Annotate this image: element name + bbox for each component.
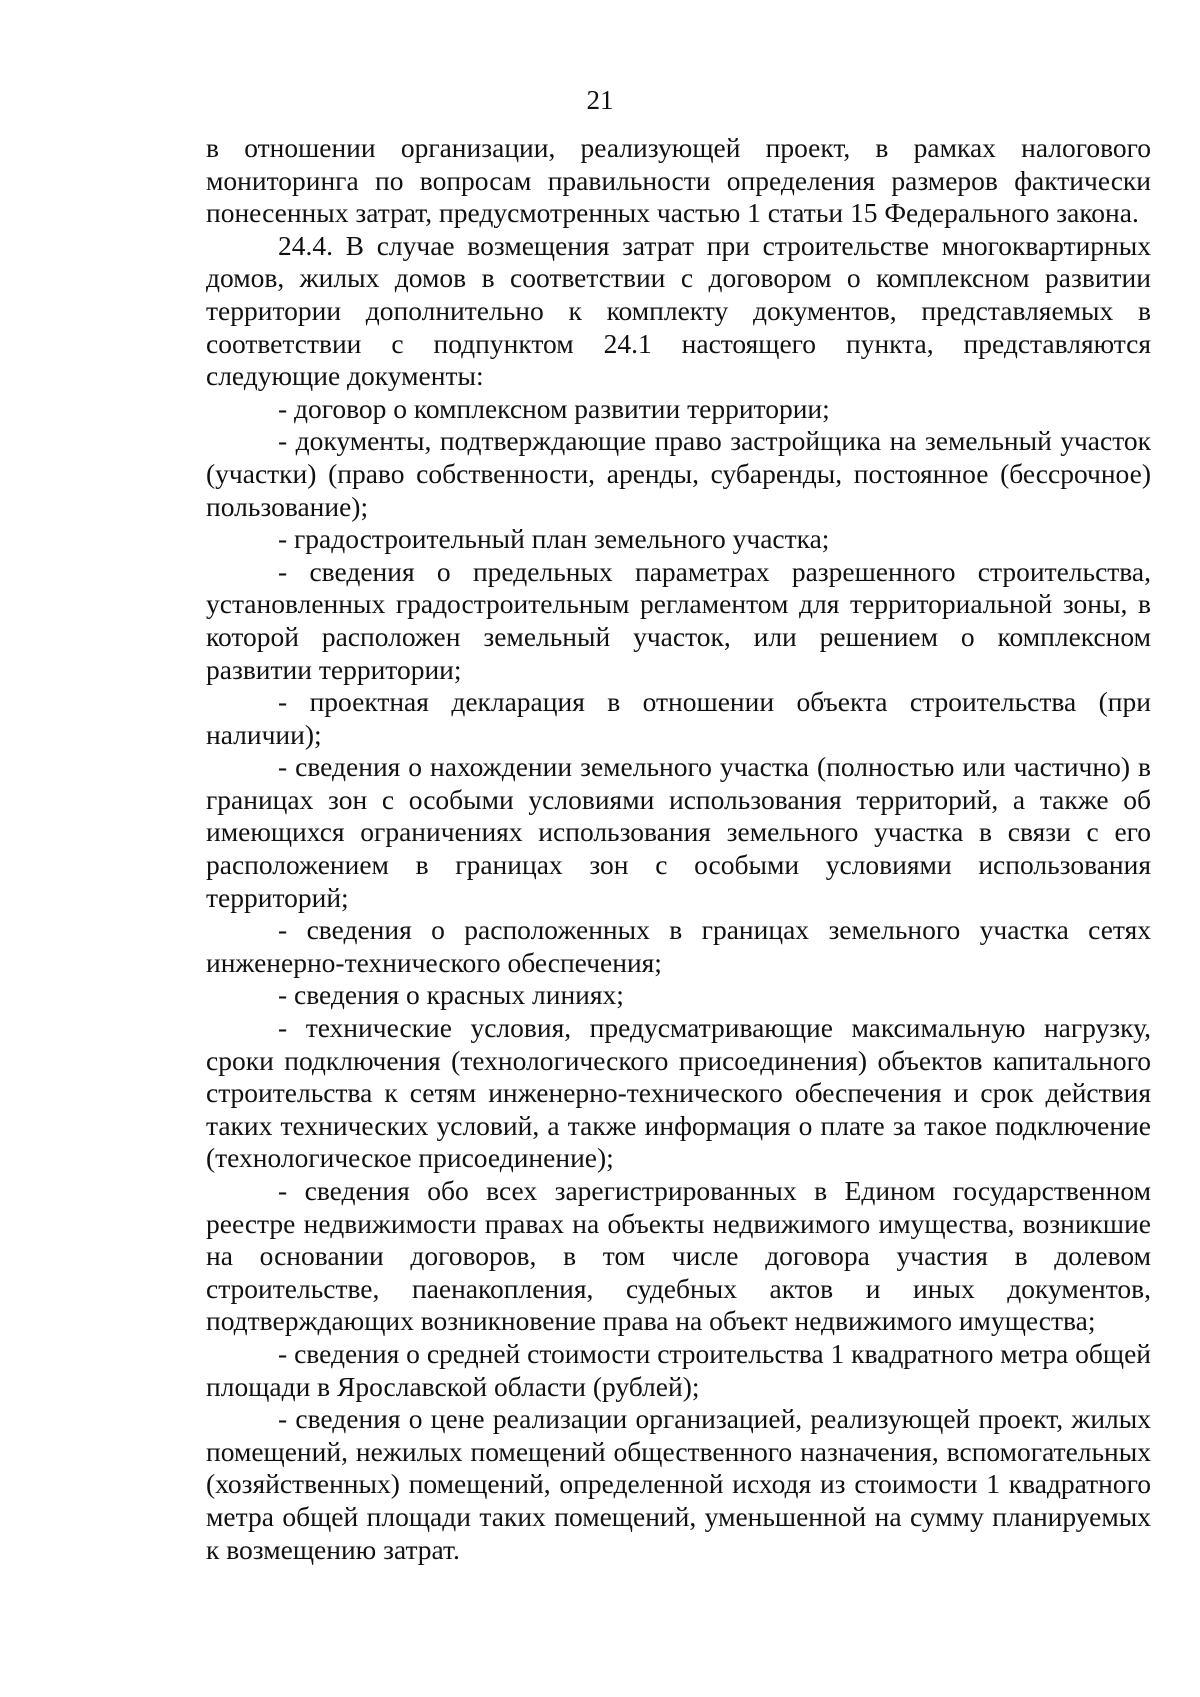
list-item-project-declaration: - проектная декларация в отношении объекта строительства (при наличии); bbox=[206, 686, 1151, 750]
paragraph-clause-24-4: 24.4. В случае возмещения затрат при строительстве многоквартирных домов, жилых домов в соответствии с договором о комплексном развитии территории дополнительно к комплекту документов, представляемых в соответствии с подпунктом 24.1 настоящего пункта, представляются следующие документы: bbox=[206, 229, 1151, 392]
list-item-development-agreement: - договор о комплексном развитии территории; bbox=[278, 392, 830, 424]
list-item-registered-rights: - сведения обо всех зарегистрированных в Едином государственном реестре недвижимости правах на объекты недвижимого имущества, возникшие на основании договоров, в том числе договора участия в долевом строительстве, паенакопления, судебных актов и иных документов, подтверждающих возникновение права на объект недвижимого имущества; bbox=[206, 1175, 1151, 1337]
list-item-special-zones: - сведения о нахождении земельного участка (полностью или частично) в границах зон с особыми условиями использования территорий, а также об имеющихся ограничениях использования земельного участка в связи с его расположением в границах зон с особыми условиями использования территорий; bbox=[206, 751, 1151, 913]
list-item-land-rights-documents: - документы, подтверждающие право застройщика на земельный участок (участки) (право собственности, аренды, субаренды, постоянное (бессрочное) пользование); bbox=[206, 425, 1151, 522]
document-body bbox=[206, 132, 1151, 1566]
list-item-urban-plan: - градостроительный план земельного участка; bbox=[278, 523, 830, 555]
list-item-average-cost: - сведения о средней стоимости строительства 1 квадратного метра общей площади в Ярославской области (рублей); bbox=[206, 1337, 1151, 1402]
page-number: 21 bbox=[586, 85, 614, 115]
list-item-engineering-networks: - сведения о расположенных в границах земельного участка сетях инженерно-технического обеспечения; bbox=[206, 914, 1151, 978]
list-item-technical-conditions: - технические условия, предусматривающие максимальную нагрузку, сроки подключения (технологического присоединения) объектов капитального строительства к сетям инженерно-технического обеспечения и срок действия таких технических условий, а также информация о плате за такое подключение (технологическое присоединение); bbox=[206, 1012, 1151, 1174]
list-item-red-lines: - сведения о красных линиях; bbox=[278, 979, 624, 1011]
list-item-construction-parameters: - сведения о предельных параметрах разрешенного строительства, установленных градостроительным регламентом для территориальной зоны, в которой расположен земельный участок, или решением о комплексном развитии территории; bbox=[206, 555, 1151, 685]
list-item-sale-price: - сведения о цене реализации организацией, реализующей проект, жилых помещений, нежилых помещений общественного назначения, вспомогательных (хозяйственных) помещений, определенной исходя из стоимости 1 квадратного метра общей площади таких помещений, уменьшенной на сумму планируемых к возмещению затрат. bbox=[206, 1403, 1151, 1565]
paragraph-continuation: в отношении организации, реализующей проект, в рамках налогового мониторинга по вопросам правильности определения размеров фактически понесенных затрат, предусмотренных частью 1 статьи 15 Федерального закона. bbox=[206, 132, 1151, 229]
